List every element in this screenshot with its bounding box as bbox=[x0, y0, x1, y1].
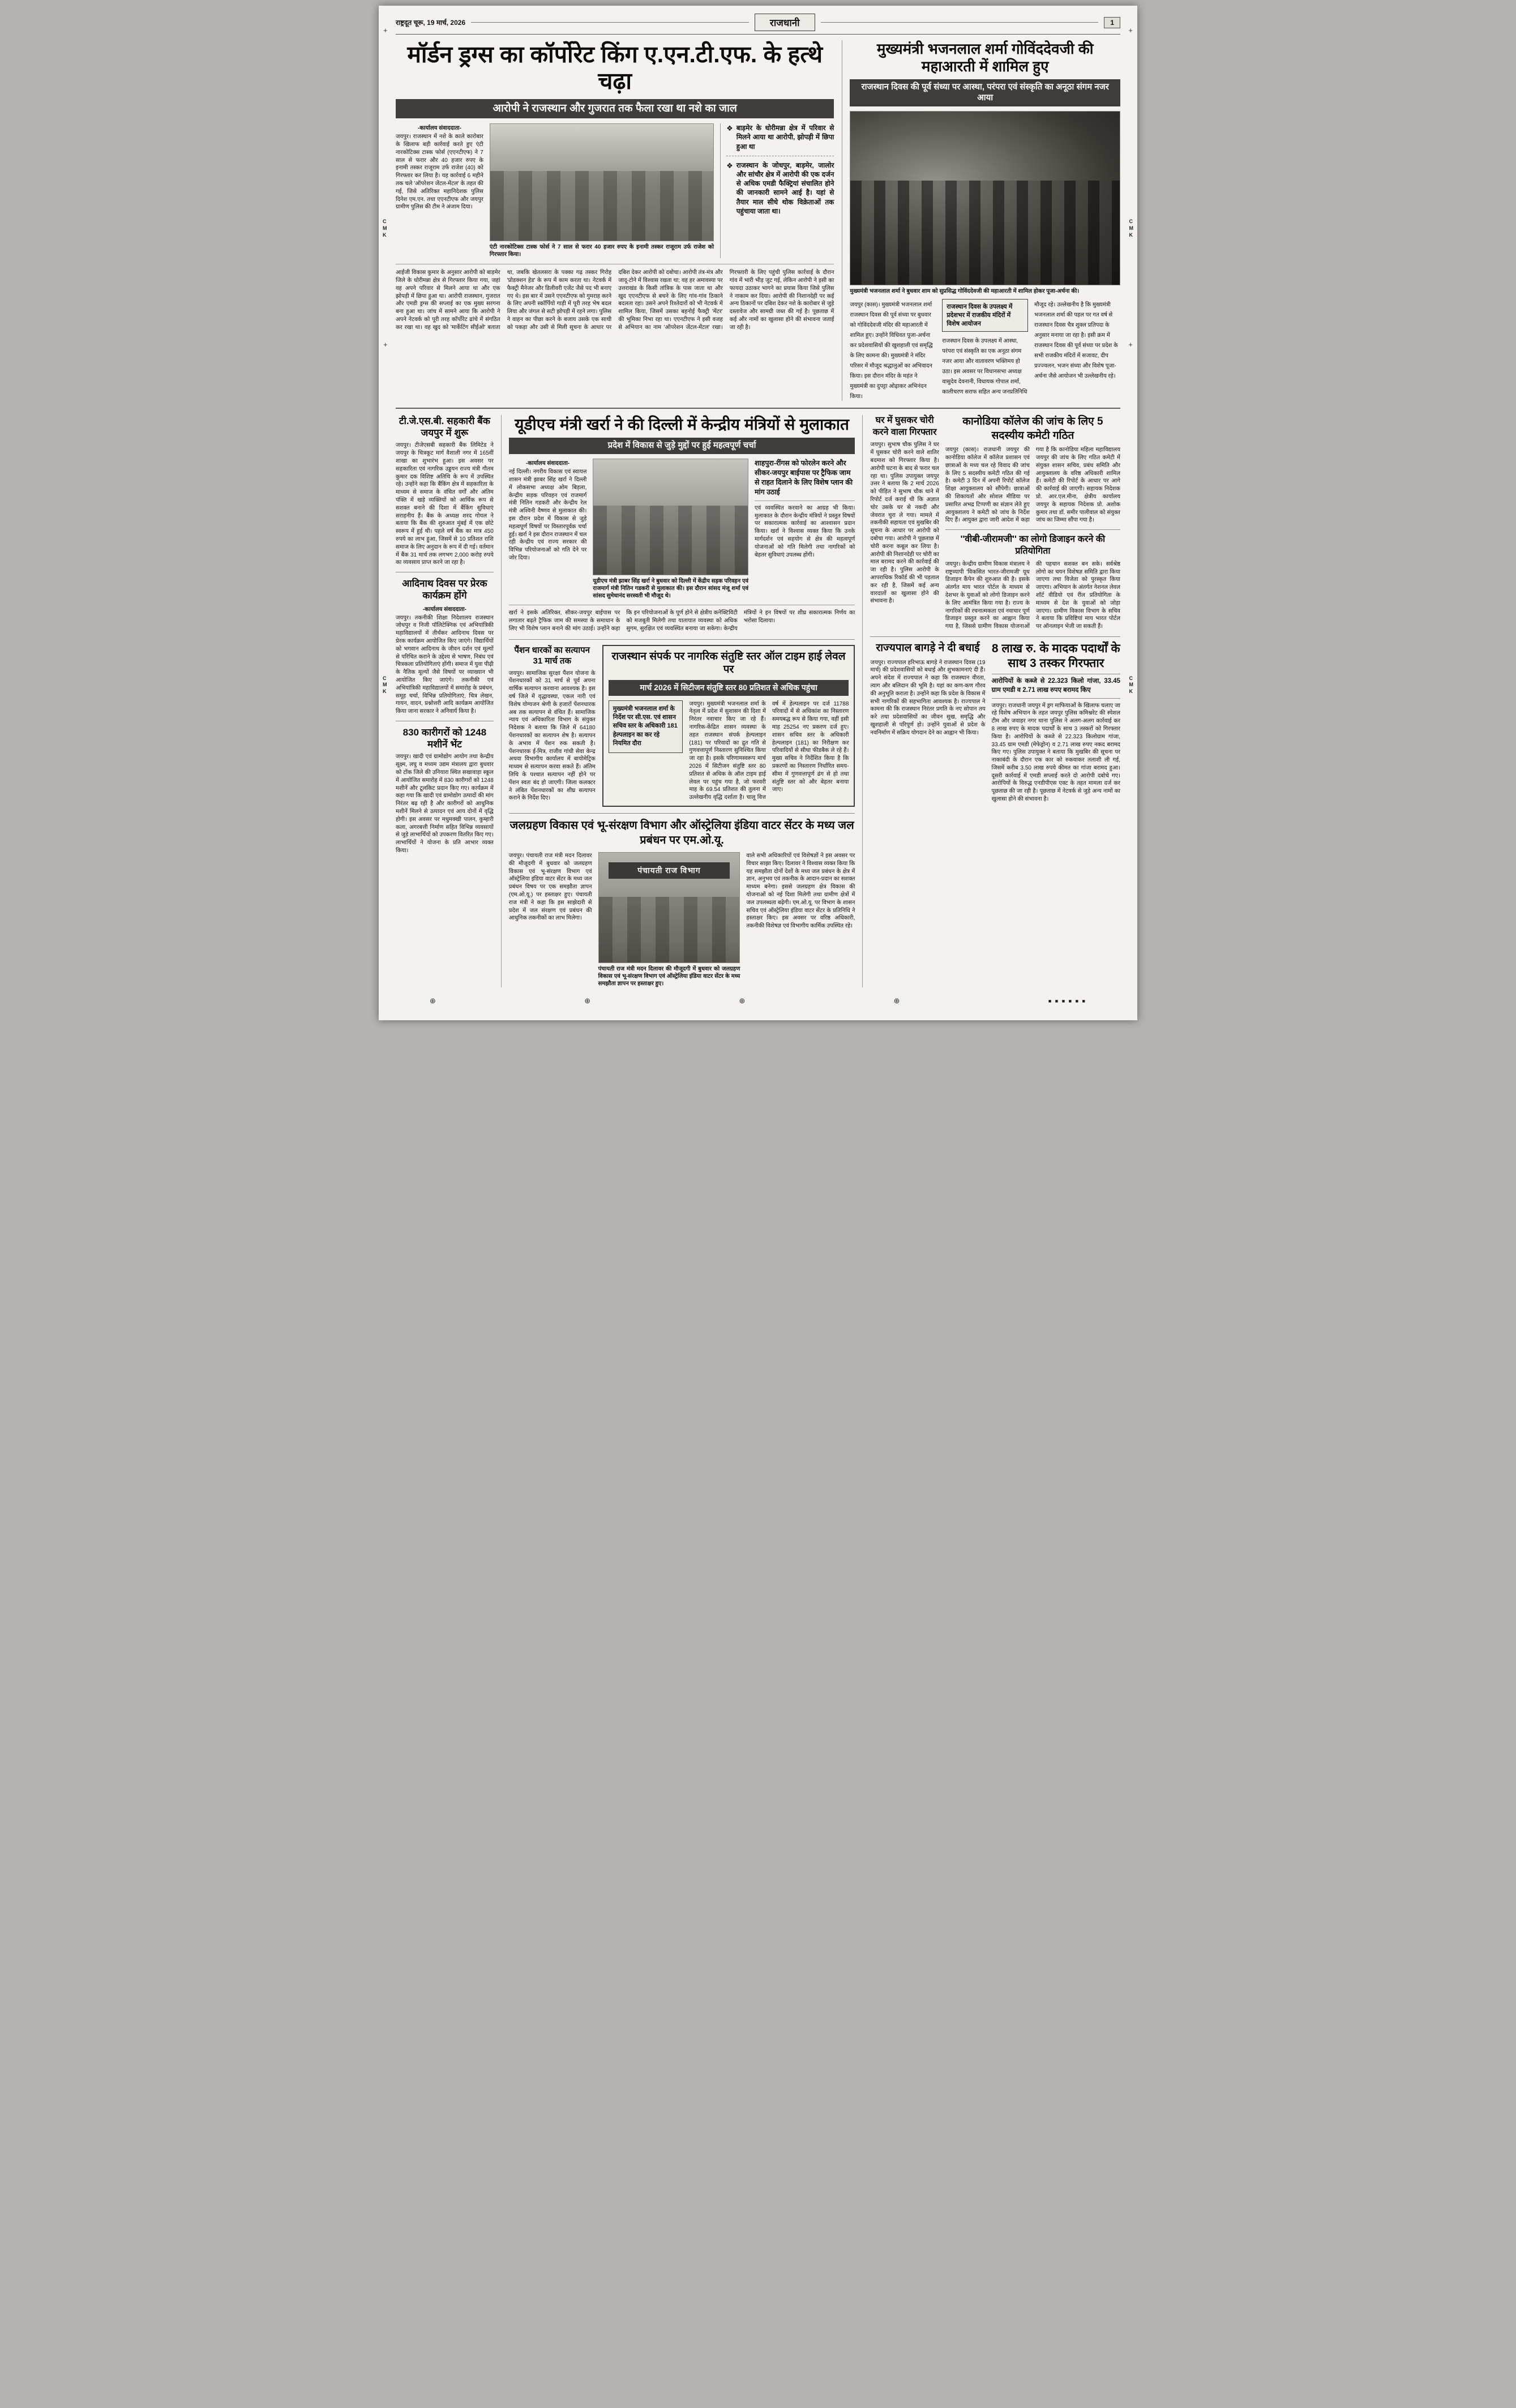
cmyk-letter: M bbox=[1129, 682, 1133, 688]
article-body: एवं व्यवस्थित करवाने का आग्रह भी किया। मुलाकात के दौरान केन्द्रीय मंत्रियों ने प्रस्तुत विषयों पर सकारात्मक कार्रवाई का आश्वासन प्रदान किया। खर्रा ने विश्वास व्यक्त किया कि उनके मार्गदर्शन एवं सहयोग से क्षेत्र की महत्वपूर्ण योजनाओं को गति मिलेगी तथा नागरिकों को बेहतर सुविधाएं उपलब्ध होंगी। bbox=[755, 504, 855, 558]
byline: -कार्यालय संवाददाता- bbox=[417, 125, 461, 132]
article-cm-aarti bbox=[842, 40, 1120, 401]
article-subhead-bar: राजस्थान दिवस की पूर्व संध्या पर आस्था, परंपरा एवं संस्कृति का अनूठा संगम नजर आया bbox=[850, 79, 1120, 106]
cmyk-letter: K bbox=[383, 688, 387, 695]
article-content-row bbox=[509, 459, 855, 600]
top-section bbox=[396, 35, 1120, 409]
registration-cross-icon: + bbox=[1128, 340, 1133, 349]
middle-section bbox=[396, 409, 1120, 987]
cmyk-letter: M bbox=[383, 225, 387, 232]
article-body: नई दिल्ली। नगरीय विकास एवं स्वायत्त शासन मंत्री झाबर सिंह खर्रा ने दिल्ली में लोकसभा अध्यक्ष ओम बिड़ला, केन्द्रीय सड़क परिवहन एवं राजमार्ग मंत्री नितिन गडकरी और केन्द्रीय रेल मंत्री अश्विनी वैष्णव से मुलाकात की। इस दौरान प्रदेश में विकास से जुड़े महत्वपूर्ण विषयों पर विस्तारपूर्वक चर्चा हुई। खर्रा ने इस दौरान राजस्थान में चल रही केन्द्रीय एवं राज्य सरकार की विभिन्न परियोजनाओं को गति देने पर जोर दिया। bbox=[508, 469, 587, 561]
highlight-text: बाड़मेर के धोरीमन्ना क्षेत्र में परिवार से मिलने आया था आरोपी, झोपड़ी में छिपा हुआ था bbox=[736, 124, 834, 151]
right-column-band bbox=[870, 415, 1120, 987]
highlight-box: मुख्यमंत्री भजनलाल शर्मा के निर्देश पर सी.एस. एवं शासन सचिव स्तर के अधिकारी 181 हेल्पलाइन का कर रहे नियमित दौरा bbox=[609, 700, 683, 753]
article-body: वाले सभी अधिकारियों एवं विशेषज्ञों ने इस अवसर पर विचार साझा किए। दिलावर ने विश्वास व्यक्त किया कि यह समझौता दोनों देशों के मध्य जल प्रबंधन के क्षेत्र में ज्ञान, अनुभव एवं तकनीक के आदान-प्रदान का सशक्त माध्यम बनेगा। इससे जलग्रहण क्षेत्र विकास की योजनाओं को नई दिशा मिलेगी तथा ग्रामीण क्षेत्रों में जल उपलब्धता बढ़ेगी। एम.ओ.यू. पर विभाग के शासन सचिव एवं ऑस्ट्रेलिया इंडिया वाटर सेंटर के प्रतिनिधि ने हस्ताक्षर किए। इस अवसर पर वरिष्ठ अधिकारी, तकनीकी विशेषज्ञ एवं विभागीय कार्मिक उपस्थित रहे। bbox=[746, 852, 855, 930]
article-subhead-bar: प्रदेश में विकास से जुड़े मुद्दों पर हुई महत्वपूर्ण चर्चा bbox=[509, 438, 855, 454]
article-headline: राजस्थान संपर्क पर नागरिक संतुष्टि स्तर ऑल टाइम हाई लेवल पर bbox=[611, 650, 846, 676]
article-subhead-bar: मार्च 2026 में सिटीजन संतुष्टि स्तर 80 प्रतिशत से अधिक पहुंचा bbox=[609, 680, 849, 696]
right-lower-row bbox=[870, 636, 1120, 803]
diamond-bullet-icon: ❖ bbox=[726, 124, 733, 133]
photo-caption: मुख्यमंत्री भजनलाल शर्मा ने बुधवार शाम को सुप्रसिद्ध गोविंददेवजी की महाआरती में शामिल होकर पूजा-अर्चना की। bbox=[850, 288, 1080, 294]
registration-circle-icon: ⊕ bbox=[584, 996, 591, 1005]
article-house-theft bbox=[870, 415, 939, 631]
mou-signing-photo bbox=[598, 852, 740, 963]
minister-meeting-photo bbox=[593, 459, 748, 575]
registration-cross-icon: + bbox=[383, 26, 388, 35]
article-content-row bbox=[609, 700, 849, 802]
article-body: जयपुर। टीजेएसबी सहकारी बैंक लिमिटेड ने जयपुर के चित्रकूट मार्ग वैशाली नगर में 165वीं शाखा का शुभारंभ हुआ। इस अवसर पर सहकारिता एवं नागरिक उड्डयन राज्य मंत्री गौतम कुमार दक विशिष्ट अतिथि के रूप में उपस्थित रहे। उन्होंने कहा कि बैंकिंग क्षेत्र में सहकारिता के माध्यम से समाज के वंचित वर्गों और अंतिम पंक्ति में खड़े व्यक्तियों को आर्थिक रूप से सशक्त बनाने की दिशा में बैंकिंग सुविधाएं सराहनीय हैं। बैंक के अध्यक्ष शरद गोयल ने बताया कि बैंक की शुरुआत मुंबई में एक छोटे स्वरूप में हुई थी। पहले वर्ष बैंक का मात्र 450 रुपये का लाभ हुआ, जिसमें से 10 प्रतिशत राशि समाज के लिए अनुदान के रूप में दी गई। वर्तमान में बैंक 31 मार्च तक लगभग 2,000 करोड़ रुपये का व्यवसाय प्राप्त करने जा रहा है। bbox=[396, 442, 494, 566]
article-figure bbox=[490, 123, 714, 258]
registration-cross-icon: + bbox=[383, 340, 388, 349]
highlight-box: राजस्थान दिवस के उपलक्ष्य में प्रदेशभर में राजकीय मंदिरों में विशेष आयोजन bbox=[942, 299, 1028, 332]
bottom-print-marks bbox=[396, 987, 1120, 1006]
article-body: जयपुर। केन्द्रीय ग्रामीण विकास मंत्रालय ने राष्ट्रव्यापी 'विकसित भारत-जीरामजी' यूथ डिजाइन कैंपेन की शुरुआत की है। इसके अंतर्गत माय भारत पोर्टल के माध्यम से देशभर के युवाओं को लोगो डिजाइन करने के लिए आमंत्रित किया गया है। राज्य के नागरिकों की रचनात्मकता एवं नवाचार पूर्ण डिजाइन प्रस्तुत करने का आह्वान किया गया है, जिससे ग्रामीण विकास योजनाओं की पहचान सशक्त बन सके। सर्वश्रेष्ठ लोगो का चयन विशेषज्ञ समिति द्वारा किया जाएगा तथा विजेता को पुरस्कृत किया जाएगा। अभियान के अंतर्गत नेशनल लेवल शॉर्ट वीडियो एवं रील प्रतियोगिता के माध्यम से देश के युवाओं को जोड़ा जाएगा। ग्रामीण विकास विभाग के सचिव ने बताया कि प्रविष्टियां माय भारत पोर्टल पर ऑनलाइन भेजी जा सकती हैं। bbox=[945, 561, 1120, 630]
article-adinath-day bbox=[396, 578, 494, 716]
article-body: जयपुर। सुभाष चौक पुलिस ने घर में घुसकर चोरी करने वाले शातिर बदमाश को गिरफ्तार किया है। आरोपी घटना के बाद से फरार चल रहा था। पुलिस उपायुक्त जयपुर उत्तर ने बताया कि 2 मार्च 2026 को पीड़ित ने सुभाष चौक थाने में रिपोर्ट दर्ज कराई थी कि अज्ञात चोर उसके घर से नकदी और जेवरात चुरा ले गया। मामले में तकनीकी सहायता एवं मुखबिर की सूचना के आधार पर आरोपी को दबोचा गया। आरोपी ने पूछताछ में चोरी करना कबूल कर लिया है। आरोपी की निशानदेही पर चोरी का माल बरामद करने की कार्रवाई की जा रही है। पुलिस आरोपी के आपराधिक रिकॉर्ड की भी पड़ताल कर रही है, जिसमें कई अन्य वारदातों का खुलासा होने की संभावना है। bbox=[870, 442, 939, 605]
registration-circle-icon: ⊕ bbox=[739, 996, 746, 1005]
article-headline: कानोडिया कॉलेज की जांच के लिए 5 सदस्यीय कमेटी गठित bbox=[962, 415, 1103, 442]
article-headline: ''वीबी-जीरामजी'' का लोगो डिजाइन करने की प्रतियोगिता bbox=[960, 534, 1106, 557]
article-headline: 830 कारीगरों को 1248 मशीनें भेंट bbox=[402, 726, 487, 750]
article-body: आईजी विकास कुमार के अनुसार आरोपी को बाड़मेर जिले के धोरीमन्ना क्षेत्र से गिरफ्तार किया गया, जहां वह अपने परिवार से मिलने आया था और एक झोपड़ी में छिपा हुआ था। आरोपी राजस्थान, गुजरात और एमडी ड्रग्स की सप्लाई का एक मुख्य सरगना बना हुआ था। जांच में सामने आया कि आरोपी ने अपने नेटवर्क को पूरी तरह कॉर्पोरेट ढांचे में संगठित कर रखा था। वह खुद को 'मार्केटिंग सीईओ' बताता था, जबकि खेतलसरा के पक्का गढ़ तस्कर गिरोह 'प्रोडक्शन हेड' के रूप में काम करता था। नेटवर्क में फैक्ट्री मैनेजर और डिलीवरी एजेंट जैसे पद भी बनाए गए थे। इस बार में उसने एएनटीएफ को गुमराह करने के लिए अपनी स्कॉर्पियो गाड़ी में पूरी तरह भेष बदल लिया और जंगल से सटी झोपड़ी में रहने लगा। पुलिस ने वाहन का पीछा करने के बजाय उसके एक साथी को पकड़ा और उसी से मिली सूचना के आधार पर दबिश देकर आरोपी को दबोचा। आरोपी तंत्र-मंत्र और जादू-टोने में विश्वास रखता था; वह हर अमावस्या पर उत्तराखंड के किसी तांत्रिक के पास जाता था और खुद एएनटीएफ से बचने के लिए गांव-गांव ठिकाने बदलता रहा। उसने अपने रिश्तेदारों को भी नेटवर्क में शामिल किया, जिसमें उसका बहनोई फैक्ट्री 'मेंटर' की भूमिका निभा रहा था। एएनटीएफ ने इसी वजह से अभियान का नाम 'ऑपरेशन जेंटल-मेंटल' रखा। गिरफ्तारी के लिए पहुंची पुलिस कार्रवाई के दौरान गांव में भारी भीड़ जुट गई, लेकिन आरोपी ने इसी का फायदा उठाकर भागने का प्रयास किया जिसे पुलिस ने नाकाम कर दिया। आरोपी की निशानदेही पर कई अन्य ठिकानों पर दबिश देकर नशे के कारोबार से जुड़े दस्तावेज और सामग्री जब्त की गई है। पूछताछ में कई और नामों का खुलासा होने की संभावना जताई जा रही है। bbox=[396, 264, 834, 331]
highlight-item bbox=[726, 156, 834, 216]
article-headline: टी.जे.एस.बी. सहकारी बैंक जयपुर में शुरू bbox=[399, 415, 490, 439]
article-udh-minister bbox=[509, 415, 855, 633]
page-number: 1 bbox=[1104, 17, 1120, 28]
article-body: जयपुर। राजस्थान में नशे के काले कारोबार के खिलाफ बड़ी कार्रवाई करते हुए एंटी नारकोटिक्स टास्क फोर्स (एएनटीएफ) ने 7 साल से फरार और 40 हजार रुपए के इनामी तस्कर राजूराम उर्फ राजेश (40) को गिरफ्तार कर लिया है। यह कार्रवाई 6 महीने तक चले 'ऑपरेशन जेंटल-मेंटल' के तहत की गई, जिसे अतिरिक्त महानिदेशक पुलिस दिनेश एम.एन. तथा एएनटीएफ और जयपुर ग्रामीण पुलिस की टीम ने अंजाम दिया। bbox=[396, 134, 483, 211]
article-body: जयपुर। तकनीकी शिक्षा निदेशालय राजस्थान जोधपुर व निजी पॉलिटेक्निक एवं अभियांत्रिकी महाविद्यालयों में तीर्थंकर आदिनाथ दिवस पर प्रेरक कार्यक्रम आयोजित किए जाएंगे। विद्यार्थियों को भगवान आदिनाथ के जीवन दर्शन एवं मूल्यों से परिचित कराने के उद्देश्य से भाषण, निबंध एवं चित्रकला प्रतियोगिताएं होंगी। समाज में युवा पीढ़ी के नैतिक मूल्यों जैसे विषयों पर व्याख्यान भी आयोजित किए जाएंगे। तकनीकी एवं अभियांत्रिकी महाविद्यालयों में समारोह के प्रबंधन, समूह चर्चा, विभिन्न प्रतियोगिताएं, चित्र लेखन, गायन, वादन, प्रश्नोत्तरी आदि कार्यक्रम आयोजित किया जाना सरकार ने अनिवार्य किया है। bbox=[396, 614, 494, 715]
masthead-rule bbox=[471, 22, 749, 23]
masthead-date: राष्ट्रदूत चूरू, 19 मार्च, 2026 bbox=[396, 19, 466, 27]
highlight-text: राजस्थान के जोधपुर, बाड़मेर, जालोर और सांचौर क्षेत्र में आरोपी की एक दर्जन से अधिक एमडी फैक्ट्रियां संचालित होने की जानकारी सामने आई है। यहां से तैयार माल सीधे थोक विक्रेताओं तक पहुंचाया जाता था। bbox=[736, 161, 834, 215]
article-drugs-bust bbox=[396, 40, 834, 401]
article-headline: यूडीएच मंत्री खर्रा ने की दिल्ली में केन्द्रीय मंत्रियों से मुलाकात bbox=[515, 415, 849, 433]
article-body-columns bbox=[850, 299, 1120, 401]
registration-circle-icon: ⊕ bbox=[893, 996, 900, 1005]
article-body: जयपुर। खादी एवं ग्रामोद्योग आयोग तथा केन्द्रीय सूक्ष्म, लघु व मध्यम उद्यम मंत्रालय द्वारा बुधवार को टोंक जिले की उनियारा स्थित सखावाड़ा स्कूल में आयोजित समारोह में 830 कारीगरों को 1248 मशीनें और टूलकिट प्रदान किए गए। कार्यक्रम में कहा गया कि खादी एवं ग्रामोद्योग उत्पादों की मांग निरंतर बढ़ रही है और कारीगरों को आधुनिक मशीनें मिलने से उत्पादन एवं आय दोनों में वृद्धि होगी। इस अवसर पर मधुमक्खी पालन, कुम्हारी कला, अगरबत्ती निर्माण सहित विभिन्न व्यवसायों से जुड़े लाभार्थियों को उपकरण वितरित किए गए। लाभार्थियों ने योजना के प्रति आभार व्यक्त किया। bbox=[396, 754, 494, 854]
article-governor-greetings bbox=[870, 641, 985, 803]
article-lead: आरोपियों के कब्जे से 22.323 किलो गांजा, 33.45 ग्राम एमडी व 2.71 लाख रुपए बरामद किए bbox=[992, 674, 1120, 698]
arrest-group-photo bbox=[490, 123, 714, 241]
article-content-row bbox=[396, 123, 834, 258]
article-logo-contest bbox=[945, 529, 1120, 631]
article-headline: राज्यपाल बागड़े ने दी बधाई bbox=[876, 641, 980, 654]
article-tjsb-bank bbox=[396, 415, 494, 567]
color-bar-squares: ■ ■ ■ ■ ■ ■ bbox=[1048, 998, 1086, 1004]
article-pension-verification bbox=[509, 645, 596, 807]
cmyk-letter: C bbox=[383, 675, 387, 681]
registration-cross-icon: + bbox=[1128, 26, 1133, 35]
article-body: जयपुर। सामाजिक सुरक्षा पैंशन योजना के पेंशनधारकों को 31 मार्च से पूर्व अपना वार्षिक सत्यापन करवाना आवश्यक है। इस वर्ष जिले में वृद्धावस्था, एकल नारी एवं विशेष योग्यजन श्रेणी के हजारों पेंशनधारक अब तक सत्यापन से वंचित हैं। सामाजिक न्याय एवं अधिकारिता विभाग के संयुक्त निदेशक ने बताया कि जिले में 64180 पेंशनधारकों का सत्यापन शेष है। सत्यापन के अभाव में पेंशन रुक सकती है। पेंशनधारक ई-मित्र, राजीव गांधी सेवा केन्द्र अथवा विभागीय कार्यालय में बायोमेट्रिक माध्यम से सत्यापन करवा सकते हैं। अंतिम तिथि के पश्चात सत्यापन नहीं होने पर पेंशन स्वतः बंद हो जाएगी। जिला कलक्टर ने लंबित पेंशनधारकों का शीघ्र सत्यापन कराने के निर्देश दिए। bbox=[508, 670, 596, 802]
article-headline: आदिनाथ दिवस पर प्रेरक कार्यक्रम होंगे bbox=[402, 578, 487, 601]
cmyk-letter: K bbox=[383, 232, 387, 238]
article-body: जयपुर (कास)। मुख्यमंत्री भजनलाल शर्मा राजस्थान दिवस की पूर्व संध्या पर बुधवार को गोविंददेवजी मंदिर की महाआरती में शामिल हुए। उन्होंने विधिवत पूजा-अर्चना कर प्रदेशवासियों की खुशहाली एवं समृद्धि के लिए कामना की। मुख्यमंत्री ने मंदिर परिसर में मौजूद श्रद्धालुओं का अभिवादन किया। इस दौरान मंदिर के महंत ने मुख्यमंत्री का दुपट्टा ओढ़ाकर अभिनंदन किया। bbox=[850, 301, 933, 400]
newspaper-page bbox=[379, 6, 1137, 1020]
article-column bbox=[396, 123, 483, 258]
article-headline: मुख्यमंत्री भजनलाल शर्मा गोविंददेवजी की महाआरती में शामिल हुए bbox=[876, 40, 1094, 75]
cmyk-print-mark bbox=[1129, 675, 1134, 695]
cmyk-letter: K bbox=[1129, 688, 1133, 695]
article-artisans-machines bbox=[396, 726, 494, 855]
cmyk-letter: C bbox=[383, 219, 387, 225]
article-body: जयपुर। मुख्यमंत्री भजनलाल शर्मा के नेतृत्व में प्रदेश में सुशासन की दिशा में निरंतर नवाचार किए जा रहे हैं। नागरिक-केंद्रित शासन व्यवस्था के तहत राजस्थान संपर्क हेल्पलाइन (181) पर परिवादों का द्रुत गति से गुणवत्तापूर्ण निस्तारण सुनिश्चित किया जा रहा है। इसके परिणामस्वरूप मार्च 2026 में सिटीजन संतुष्टि स्तर 80 प्रतिशत से अधिक के ऑल टाइम हाई लेवल पर पहुंच गया है, जो फरवरी माह के 69.54 प्रतिशत की तुलना में उल्लेखनीय वृद्धि दर्शाता है। चालू वित्त वर्ष में हेल्पलाइन पर दर्ज 11788 परिवादों में से अधिकांश का निस्तारण समयबद्ध रूप से किया गया, वहीं इसी माह 25254 नए प्रकरण दर्ज हुए। शासन सचिव स्तर के अधिकारी हेल्पलाइन (181) का निरीक्षण कर परिवादियों से सीधा फीडबैक ले रहे हैं। मुख्य सचिव ने निर्देशित किया है कि प्रकरणों का निस्तारण निर्धारित समय-सीमा में गुणवत्तापूर्ण ढंग से हो तथा संतुष्टि स्तर को और बेहतर बनाया जाए। bbox=[689, 700, 849, 801]
pension-sampark-row bbox=[509, 639, 855, 807]
right-upper-row bbox=[870, 415, 1120, 631]
article-headline: जलग्रहण विकास एवं भू-संरक्षण विभाग और ऑस्ट्रेलिया इंडिया वाटर सेंटर के मध्य जल प्रबंधन पर एम.ओ.यू. bbox=[509, 819, 854, 846]
article-figure bbox=[598, 852, 740, 987]
article-headline: मॉर्डन ड्रग्स का कॉर्पोरेट किंग ए.एन.टी.एफ. के हत्थे चढ़ा bbox=[407, 41, 823, 94]
photo-caption: एंटी नारकोटिक्स टास्क फोर्स ने 7 साल से फरार 40 हजार रुपए के इनामी तस्कर राजूराम उर्फ राजेश को गिरफ्तार किया। bbox=[489, 244, 714, 258]
highlight-text: शाहपुरा-रींगस को फोरलेन करने और सीकर-जयपुर बाईपास पर ट्रैफिक जाम से राहत दिलाने के लिए विशेष प्लान की मांग उठाई bbox=[755, 459, 855, 501]
cmyk-letter: C bbox=[1129, 675, 1133, 681]
cmyk-print-mark bbox=[383, 219, 387, 238]
article-headline: घर में घुसकर चोरी करने वाला गिरफ्तार bbox=[872, 415, 937, 437]
photo-caption: पंचायती राज मंत्री मदन दिलावर की मौजूदगी में बुधवार को जलग्रहण विकास एवं भू-संरक्षण विभाग एवं ऑस्ट्रेलिया इंडिया वाटर सेंटर के मध्य समझौता ज्ञापन पर हस्ताक्षर हुए। bbox=[598, 965, 740, 987]
cmyk-letter: M bbox=[1129, 225, 1133, 232]
article-figure bbox=[850, 111, 1120, 295]
article-drug-smugglers bbox=[992, 641, 1120, 803]
article-body: जयपुर। राज्यपाल हरिभाऊ बागड़े ने राजस्थान दिवस (19 मार्च) की प्रदेशवासियों को बधाई और शुभकामनाएं दी हैं। अपने संदेश में राज्यपाल ने कहा कि राजस्थान वीरता, त्याग और बलिदान की भूमि है। यहां का कण-कण गौरव की अनुभूति कराता है। उन्होंने कहा कि प्रदेश के विकास में सभी नागरिकों की सहभागिता आवश्यक है। राज्यपाल ने कामना की कि राजस्थान निरंतर प्रगति के नए सोपान तय करे तथा प्रदेशवासियों का जीवन सुख, समृद्धि और खुशहाली से परिपूर्ण हो। उन्होंने युवाओं से प्रदेश के नवनिर्माण में सक्रिय योगदान देने का आह्वान भी किया। bbox=[870, 659, 986, 736]
photo-banner-text: पंचायती राज विभाग bbox=[609, 862, 730, 879]
article-body: राजस्थान दिवस के उपलक्ष्य में आस्था, परंपरा एवं संस्कृति का एक अनूठा संगम नजर आया और वातावरण भक्तिमय हो उठा। इस अवसर पर विधानसभा अध्यक्ष वासुदेव देवनानी, विधायक गोपाल शर्मा, कालीचरण सराफ सहित अन्य जनप्रतिनिधि मौजूद रहे। उल्लेखनीय है कि मुख्यमंत्री भजनलाल शर्मा की पहल पर गत वर्ष से राजस्थान दिवस चैत्र शुक्ल प्रतिपदा के अनुसार मनाया जा रहा है। इसी क्रम में राजस्थान दिवस की पूर्व संध्या पर प्रदेश के सभी राजकीय मंदिरों में सजावट, दीप प्रज्ज्वलन, भजन संध्या और विशेष पूजा-अर्चना जैसे आयोजन भी उल्लेखनीय रहे। bbox=[942, 301, 1118, 396]
right-sub-column bbox=[945, 415, 1120, 631]
photo-caption: यूडीएच मंत्री झाबर सिंह खर्रा ने बुधवार को दिल्ली में केंद्रीय सड़क परिवहन एवं राजमार्ग मंत्री नितिन गडकरी से मुलाकात की। इस दौरान सांसद मंजू शर्मा एवं सांसद सुमेधानंद सरस्वती भी मौजूद थे। bbox=[593, 578, 749, 600]
article-subhead-bar: आरोपी ने राजस्थान और गुजरात तक फैला रखा था नशे का जाल bbox=[396, 99, 834, 118]
article-body: जयपुर। पंचायती राज मंत्री मदन दिलावर की मौजूदगी में बुधवार को जलग्रहण विकास एवं भू-संरक्षण विभाग एवं ऑस्ट्रेलिया इंडिया वाटर सेंटर के मध्य जल प्रबंधन विषय पर एक समझौता ज्ञापन (एम.ओ.यू.) पर हस्ताक्षर हुए। पंचायती राज मंत्री ने कहा कि इस साझेदारी से प्रदेश में जल संरक्षण एवं प्रबंधन की आधुनिक तकनीकों का लाभ मिलेगा। bbox=[508, 852, 592, 922]
article-body: खर्रा ने इसके अतिरिक्त, सीकर-जयपुर बाईपास पर लगातार बढ़ते ट्रैफिक जाम की समस्या के समाधान के लिए भी विशेष प्लान बनाने की मांग उठाई। उन्होंने कहा कि इन परियोजनाओं के पूर्ण होने से क्षेत्रीय कनेक्टिविटी को मजबूती मिलेगी तथा यातायात व्यवस्था को अधिक सुगम, सुरक्षित एवं व्यवस्थित बनाया जा सकेगा। केन्द्रीय मंत्रियों ने इन विषयों पर शीघ्र सकारात्मक निर्णय का भरोसा दिलाया। bbox=[509, 605, 855, 632]
aarti-ceremony-photo bbox=[850, 111, 1120, 285]
cmyk-print-mark bbox=[1129, 219, 1134, 238]
cmyk-letter: C bbox=[1129, 219, 1133, 225]
article-rajasthan-sampark bbox=[602, 645, 855, 807]
article-column bbox=[755, 459, 855, 600]
article-body: जयपुर। राजधानी जयपुर में ड्रग माफियाओं के खिलाफ चलाए जा रहे विशेष अभियान के तहत जयपुर पुलिस कमिश्नरेट की स्पेशल टीम और जवाहर नगर थाना पुलिस ने अलग-अलग कार्रवाई कर 8 लाख रुपए के मादक पदार्थों के साथ 3 तस्करों को गिरफ्तार किया है। आरोपियों के कब्जे से 22.323 किलोग्राम गांजा, 33.45 ग्राम एमडी (मेफेड्रोन) व 2.71 लाख रुपए नकद बरामद किए गए। पुलिस उपायुक्त ने बताया कि मुखबिर की सूचना पर नाकाबंदी के दौरान एक कार को रुकवाकर तलाशी ली गई, जिसमें करीब 3.50 लाख रुपये कीमत का गांजा बरामद हुआ। दूसरी कार्रवाई में एमडी सप्लाई करते दो आरोपी दबोचे गए। आरोपियों के विरुद्ध एनडीपीएस एक्ट के तहत मामला दर्ज कर पूछताछ की जा रही है। पूछताछ में नेटवर्क से जुड़े अन्य नामों का खुलासा होने की संभावना है। bbox=[991, 702, 1120, 803]
article-content-row bbox=[509, 852, 855, 987]
registration-circle-icon: ⊕ bbox=[430, 996, 436, 1005]
article-headline: पैंशन धारकों का सत्यापन 31 मार्च तक bbox=[514, 645, 590, 666]
cmyk-letter: M bbox=[383, 682, 387, 688]
cmyk-letter: K bbox=[1129, 232, 1133, 238]
center-column-band bbox=[501, 415, 863, 987]
article-figure bbox=[593, 459, 748, 600]
cmyk-print-mark bbox=[383, 675, 387, 695]
article-kanodia-committee bbox=[945, 415, 1120, 524]
highlight-bullets bbox=[720, 123, 834, 258]
byline: -कार्यालय संवाददाता- bbox=[422, 606, 466, 613]
diamond-bullet-icon: ❖ bbox=[726, 161, 733, 170]
byline: -कार्यालय संवाददाता- bbox=[526, 460, 570, 467]
article-headline: 8 लाख रु. के मादक पदार्थों के साथ 3 तस्कर गिरफ्तार bbox=[991, 641, 1120, 670]
article-body: जयपुर (कास)। राजधानी जयपुर की कानोडिया कॉलेज में कॉलेज प्रशासन एवं छात्राओं के मध्य चल रहे विवाद की जांच के लिए 5 सदस्यीय कमेटी गठित की गई है। कमेटी 3 दिन में अपनी रिपोर्ट कॉलेज शिक्षा आयुक्तालय को सौंपेगी। छात्राओं की शिकायतों और सोशल मीडिया पर प्रसारित अभद्र टिप्पणी का संज्ञान लेते हुए आयुक्तालय ने कमेटी को जांच के निर्देश दिए हैं। आयुक्त द्वारा जारी आदेश में कहा गया है कि कानोडिया महिला महाविद्यालय जयपुर की जांच के लिए गठित कमेटी में संयुक्त शासन सचिव, प्रबंध समिति और आयुक्तालय के वरिष्ठ अधिकारी शामिल हैं। कमेटी की रिपोर्ट के आधार पर आगे की कार्रवाई की जाएगी। सहायक निदेशक प्रो. आर.एल.मीना, क्षेत्रीय कार्यालय जयपुर के सहायक निदेशक प्रो. अशोक कुमार तथा डॉ. समीर पालीवाल को संयुक्त जांच का जिम्मा सौंपा गया है। bbox=[945, 447, 1120, 524]
masthead-rule bbox=[821, 22, 1099, 23]
highlight-item bbox=[726, 123, 834, 151]
section-title: राजधानी bbox=[755, 14, 815, 31]
left-column-band bbox=[396, 415, 494, 987]
article-column bbox=[509, 459, 587, 600]
masthead bbox=[396, 14, 1120, 35]
article-water-mou bbox=[509, 813, 855, 987]
